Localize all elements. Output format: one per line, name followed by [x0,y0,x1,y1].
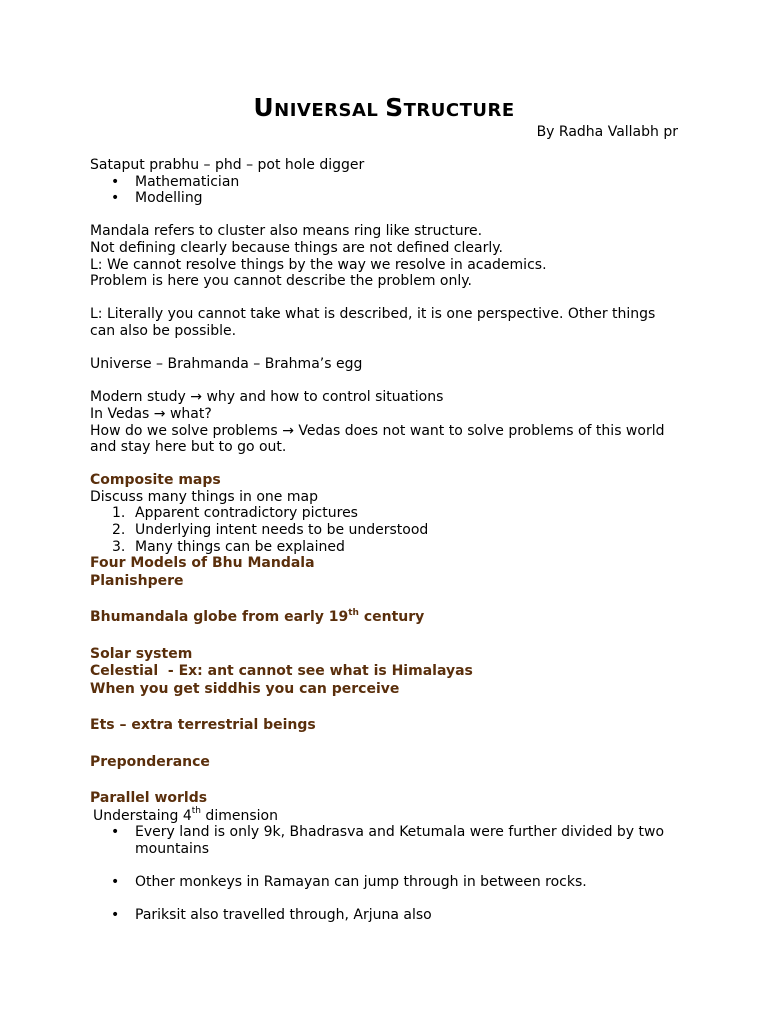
arrow-icon: → [282,422,294,439]
text-span: How do we solve problems [90,422,278,439]
text-span: Understaing 4 [93,807,192,824]
parallel-bullet-list [90,824,680,924]
paragraph-line: Mandala refers to cluster also means ring like structure. [90,223,483,240]
section-heading: Composite maps [90,472,221,489]
paragraph-line [90,423,680,456]
text-span: why and how to control situations [206,389,444,406]
bullet-icon: • [111,874,120,891]
arrow-icon: → [153,405,166,422]
list-item [90,539,680,556]
text-span: In Vedas [90,405,150,422]
superscript: th [191,806,201,817]
superscript: th [348,607,359,618]
paragraph-line: Problem is here you cannot describe the problem only. [90,273,472,290]
bullet-icon: • [111,824,120,841]
byline: By Radha Vallabh pr [536,124,678,140]
list-item-text: Many things can be explained [135,538,345,555]
bullet-icon: • [111,173,120,190]
list-item [90,505,680,522]
section-heading: When you get siddhis you can perceive [90,680,400,697]
list-item [90,907,680,924]
list-item-text: Every land is only 9k, Bhadrasva and Ketumala were further divided by two mountains [135,824,665,857]
text-span: what? [169,405,212,422]
document-body [90,157,680,924]
list-item-text: Pariksit also travelled through, Arjuna also [135,907,432,924]
section-heading: Parallel worlds [90,790,208,807]
title-word-2: TRUCTURE [403,100,515,121]
paragraph: L: Literally you cannot take what is described, it is one perspective. Other things can also be possible. [90,306,656,339]
section-heading [90,609,680,627]
section-heading: Ets – extra terrestrial beings [90,717,316,734]
list-item [90,174,680,191]
bullet-icon: • [111,190,120,207]
list-number: 2. [112,522,126,539]
title-initial-s: S [385,93,404,122]
list-spacer [90,858,680,875]
list-item-text: Underlying intent needs to be understood [135,522,429,539]
paragraph-line: L: We cannot resolve things by the way we resolve in academics. [90,256,547,273]
text-span: dimension [200,807,278,824]
section-heading: Planishpere [90,572,184,589]
list-item-text: Mathematician [135,173,240,190]
arrow-icon: → [190,389,202,406]
list-item [90,824,680,857]
paragraph: Universe – Brahmanda – Brahma’s egg [90,356,363,373]
list-number: 1. [112,505,126,522]
text-span: century [358,609,425,626]
intro-bullet-list [90,174,680,207]
list-item-text: Apparent contradictory pictures [135,505,358,522]
intro-line: Sataput prabhu – phd – pot hole digger [90,157,365,173]
section-heading: Celestial - Ex: ant cannot see what is Himalayas [90,663,473,680]
document-title [0,94,768,125]
list-item [90,874,680,891]
title-initial-u: U [253,93,275,122]
list-item [90,522,680,539]
list-spacer [90,891,680,908]
list-item-text: Modelling [135,190,203,207]
title-word-1: NIVERSAL [274,100,379,121]
paragraph-line [90,808,680,825]
paragraph-line: Not defining clearly because things are not defined clearly. [90,239,503,256]
paragraph-line [90,389,680,406]
paragraph-line [90,406,680,423]
text-span: Bhumandala globe from early 19 [90,609,349,626]
list-number: 3. [112,538,126,555]
section-heading: Four Models of Bhu Mandala [90,555,315,572]
section-heading: Solar system [90,645,193,662]
numbered-list [90,505,680,555]
text-span: Modern study [90,389,186,406]
section-heading: Preponderance [90,753,210,770]
list-item-text: Other monkeys in Ramayan can jump through in between rocks. [135,874,587,891]
text-span: Vedas does not want to solve problems of this world and stay here but to go out. [90,422,665,456]
paragraph-line: Discuss many things in one map [90,488,318,505]
list-item [90,190,680,207]
bullet-icon: • [111,907,120,924]
